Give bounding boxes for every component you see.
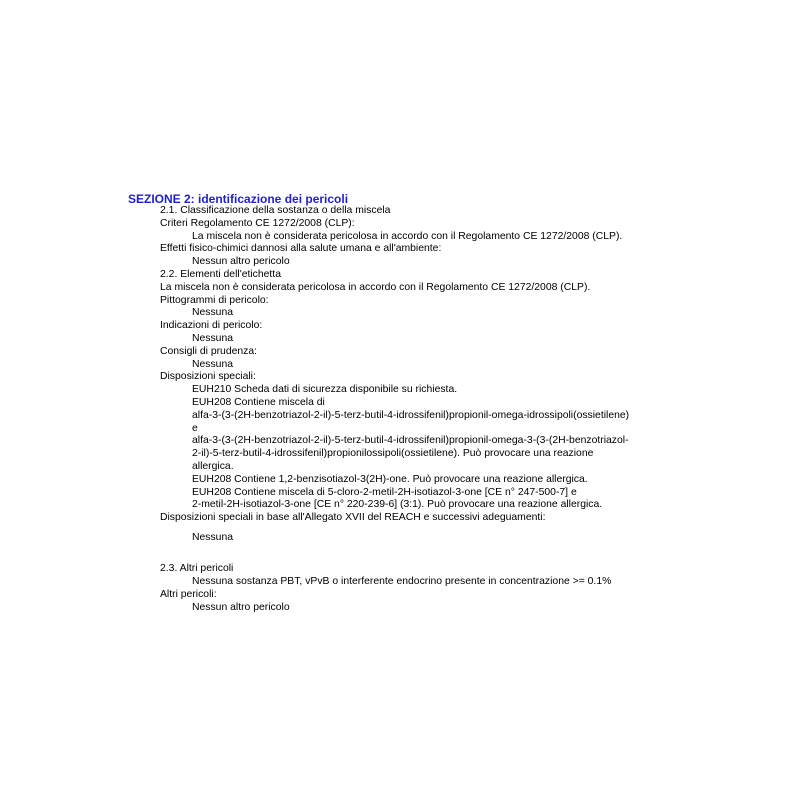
subsection-heading-2-1: 2.1. Classificazione della sostanza o della miscela bbox=[160, 205, 391, 216]
subsection-heading-2-3: 2.3. Altri pericoli bbox=[160, 563, 234, 575]
label-elements-text: La miscela non è considerata pericolosa in accordo con il Regolamento CE 1272/2008 (CLP). bbox=[160, 281, 591, 293]
other-hazards-value: Nessun altro pericolo bbox=[192, 601, 290, 613]
pictograms-label: Pittogrammi di pericolo: bbox=[160, 294, 269, 306]
criteria-label: Criteri Regolamento CE 1272/2008 (CLP): bbox=[160, 217, 355, 229]
reach-provisions-label: Disposizioni speciali in base all'Allegato XVII del REACH e successivi adeguamenti: bbox=[160, 512, 546, 524]
pictograms-value: Nessuna bbox=[192, 307, 234, 319]
spacer bbox=[0, 545, 800, 558]
chemical-name-line-1: alfa-3-(3-(2H-benzotriazol-2-il)-5-terz-butil-4-idrossifenil)propionil-omega-idrossipoli(ossietilene) bbox=[192, 409, 630, 421]
subsection-heading-2-2: 2.2. Elementi dell'etichetta bbox=[160, 268, 281, 280]
hazard-statements-value: Nessuna bbox=[192, 332, 234, 344]
other-hazards-label: Altri pericoli: bbox=[160, 588, 217, 600]
chemical-name-line-4: allergica. bbox=[192, 460, 234, 472]
euh210-line: EUH210 Scheda dati di sicurezza disponibile su richiesta. bbox=[192, 384, 458, 396]
special-provisions-label: Disposizioni speciali: bbox=[160, 371, 256, 383]
pbt-statement: Nessuna sostanza PBT, vPvB o interferente endocrino presente in concentrazione >= 0.1% bbox=[192, 576, 612, 588]
criteria-value: La miscela non è considerata pericolosa in accordo con il Regolamento CE 1272/2008 (CLP). bbox=[192, 230, 623, 242]
euh208-mixture-line: EUH208 Contiene miscela di bbox=[192, 396, 325, 408]
chemical-name-line-3: 2-il)-5-terz-butil-4-idrossifenil)propionilossipoli(ossietilene). Può provocare una reazione bbox=[192, 448, 594, 460]
euh208-isothiazolinone-line-2: 2-metil-2H-isotiazol-3-one [CE n° 220-239-6] (3:1). Può provocare una reazione allergica. bbox=[192, 499, 603, 511]
effects-value: Nessun altro pericolo bbox=[192, 256, 290, 268]
euh208-benzisothiazolinone-line: EUH208 Contiene 1,2-benzisotiazol-3(2H)-one. Può provocare una reazione allergica. bbox=[192, 473, 588, 485]
precautionary-label: Consigli di prudenza: bbox=[160, 345, 258, 357]
effects-label: Effetti fisico-chimici dannosi alla salute umana e all'ambiente: bbox=[160, 243, 442, 255]
precautionary-value: Nessuna bbox=[192, 358, 234, 370]
section-title: SEZIONE 2: identificazione dei pericoli bbox=[128, 192, 349, 206]
section-body bbox=[0, 205, 800, 615]
chemical-conjunction: e bbox=[192, 422, 198, 434]
hazard-statements-label: Indicazioni di pericolo: bbox=[160, 320, 263, 332]
chemical-name-line-2: alfa-3-(3-(2H-benzotriazol-2-il)-5-terz-butil-4-idrossifenil)propionil-omega-3-(3-(2H-benzotriazol- bbox=[192, 435, 629, 447]
reach-provisions-value: Nessuna bbox=[192, 531, 234, 543]
euh208-isothiazolinone-line-1: EUH208 Contiene miscela di 5-cloro-2-metil-2H-isotiazol-3-one [CE n° 247-500-7] e bbox=[192, 486, 577, 498]
